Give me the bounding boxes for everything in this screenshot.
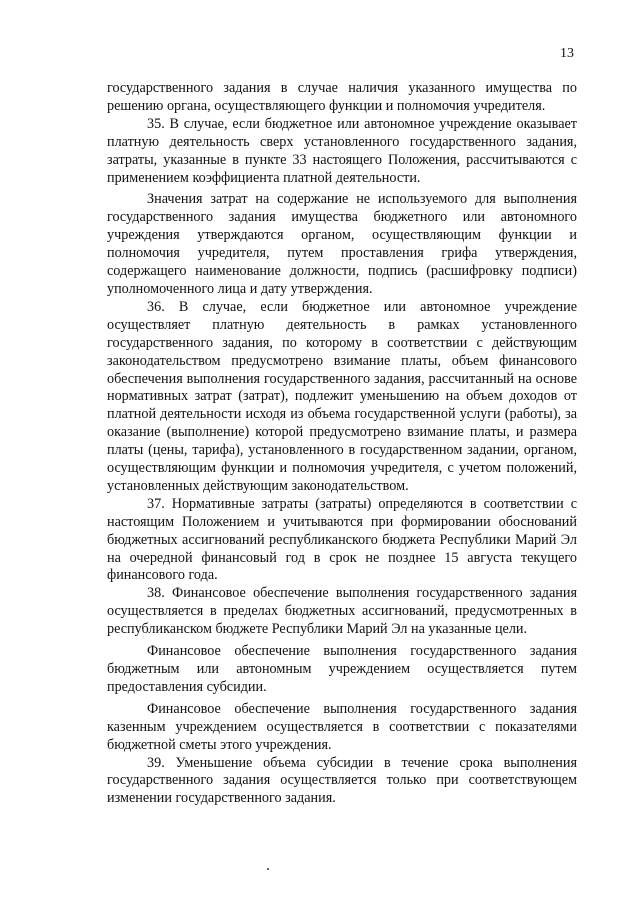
paragraph-continuation: государственного задания в случае наличия указанного имущества по решению органа, осуществляющего функции и полномочия учредителя. bbox=[107, 80, 577, 114]
paragraph-item-37: 37. Нормативные затраты (затраты) определяются в соответствии с настоящим Положением и учитываются при формировании обоснований бюджетных ассигнований республиканского бюджета Республики Марий Эл на очередной финансовый год в срок не позднее 15 августа текущего финансового года. bbox=[107, 495, 577, 584]
paragraph-subsidy-funding: Финансовое обеспечение выполнения государственного задания бюджетным или автономным учреждением осуществляется путем предоставления субсидии. bbox=[107, 643, 577, 695]
paragraph-item-39: 39. Уменьшение объема субсидии в течение срока выполнения государственного задания осуществляется только при соответствующем изменении государственного задания. bbox=[107, 754, 577, 807]
page-number: 13 bbox=[560, 46, 574, 61]
paragraph-state-institution-funding: Финансовое обеспечение выполнения государственного задания казенным учреждением осуществляется в соответствии с показателями бюджетной сметы этого учреждения. bbox=[107, 700, 577, 753]
paragraph-item-38: 38. Финансовое обеспечение выполнения государственного задания осуществляется в пределах бюджетных ассигнований, предусмотренных в республиканском бюджете Республики Марий Эл на указанные цели. bbox=[107, 585, 577, 638]
paragraph-item-35: 35. В случае, если бюджетное или автономное учреждение оказывает платную деятельность сверх установленного государственного задания, затраты, указанные в пункте 33 настоящего Положения, рассчитываются с применением коэффициента платной деятельности. bbox=[107, 115, 577, 186]
document-body bbox=[107, 80, 577, 808]
paragraph-item-36: 36. В случае, если бюджетное или автономное учреждение осуществляет платную деятельность в рамках установленного государственного задания, по которому в соответствии с действующим законодательством предусмотрено взимание платы, объем финансового обеспечения выполнения государственного задания, рассчитанный на основе нормативных затрат (затрат), подлежит уменьшению на объем доходов от платной деятельности исходя из объема государственной услуги (работы), за оказание (выполнение) которой предусмотрено взимание платы, и размера платы (цены, тарифа), установленного в государственном задании, органом, осуществляющим функции и полномочия учредителя, с учетом положений, установленных действующим законодательством. bbox=[107, 298, 577, 494]
scan-dot-mark bbox=[267, 868, 269, 870]
paragraph-maintenance-costs: Значения затрат на содержание не используемого для выполнения государственного задания имущества бюджетного или автономного учреждения утверждаются органом, осуществляющим функции и полномочия учредителя, путем проставления грифа утверждения, содержащего наименование должности, подпись (расшифровку подписи) уполномоченного лица и дату утверждения. bbox=[107, 191, 577, 297]
